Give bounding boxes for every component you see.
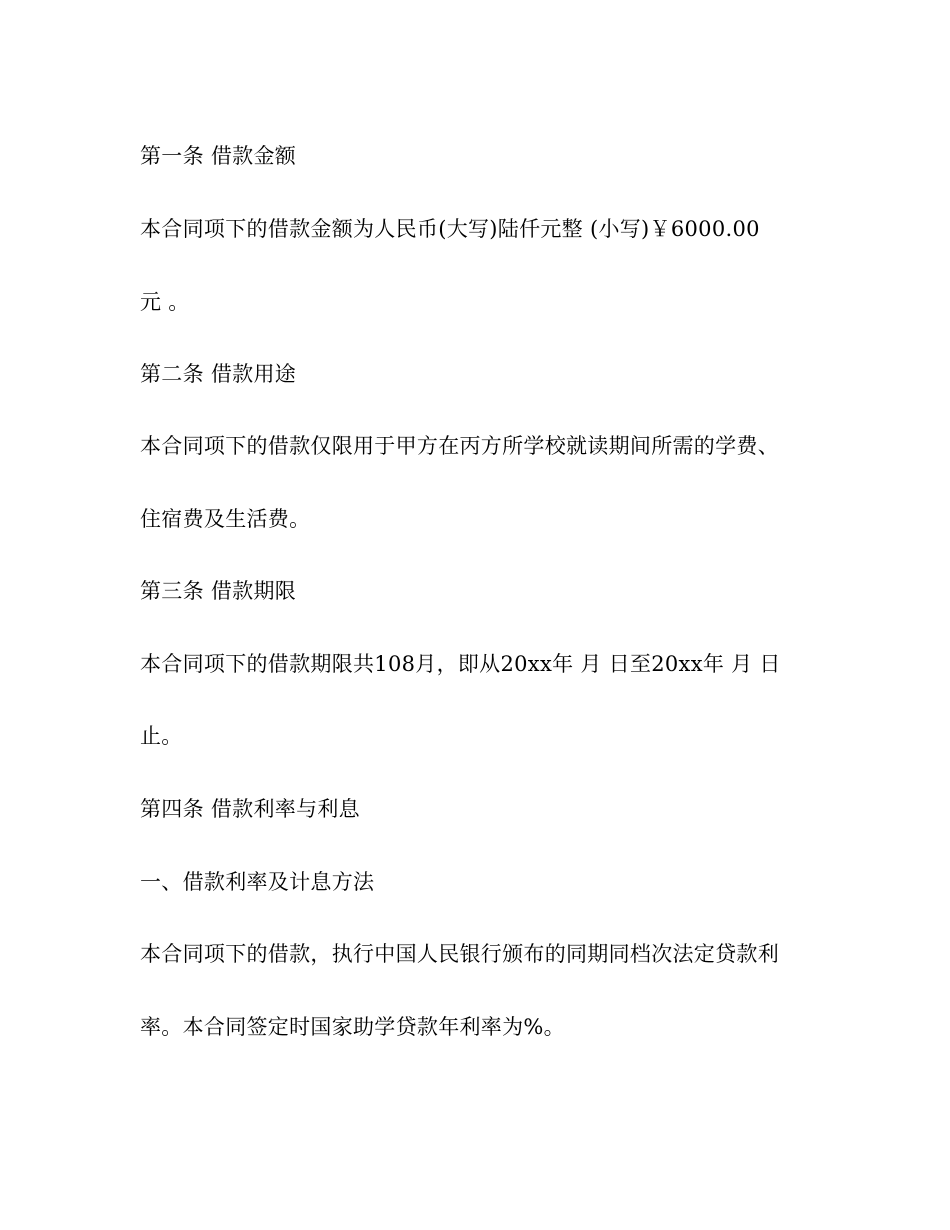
- paragraph-text: 本合同项下的借款仅限用于甲方在丙方所学校就读期间所需的学费、: [140, 434, 779, 458]
- paragraph-text: 止。: [140, 724, 183, 748]
- paragraph-text: 本合同项下的借款，执行中国人民银行颁布的同期同档次法定贷款利: [140, 942, 779, 966]
- paragraph-text: 住宿费及生活费。: [140, 507, 311, 531]
- section-heading-loan-purpose: 第二条 借款用途: [140, 362, 297, 386]
- paragraph-text: 本合同项下的借款期限共108月，即从20xx年 月 日至20xx年 月 日: [140, 652, 781, 676]
- paragraph-text: 率。本合同签定时国家助学贷款年利率为%。: [140, 1015, 565, 1039]
- subsection-heading: 一、借款利率及计息方法: [140, 870, 375, 894]
- section-heading-interest-rate: 第四条 借款利率与利息: [140, 797, 360, 821]
- paragraph-text: 元 。: [140, 290, 190, 314]
- section-heading-loan-amount: 第一条 借款金额: [140, 144, 297, 168]
- section-heading-loan-term: 第三条 借款期限: [140, 579, 297, 603]
- paragraph-text: 本合同项下的借款金额为人民币(大写)陆仟元整 (小写)￥6000.00: [140, 217, 760, 241]
